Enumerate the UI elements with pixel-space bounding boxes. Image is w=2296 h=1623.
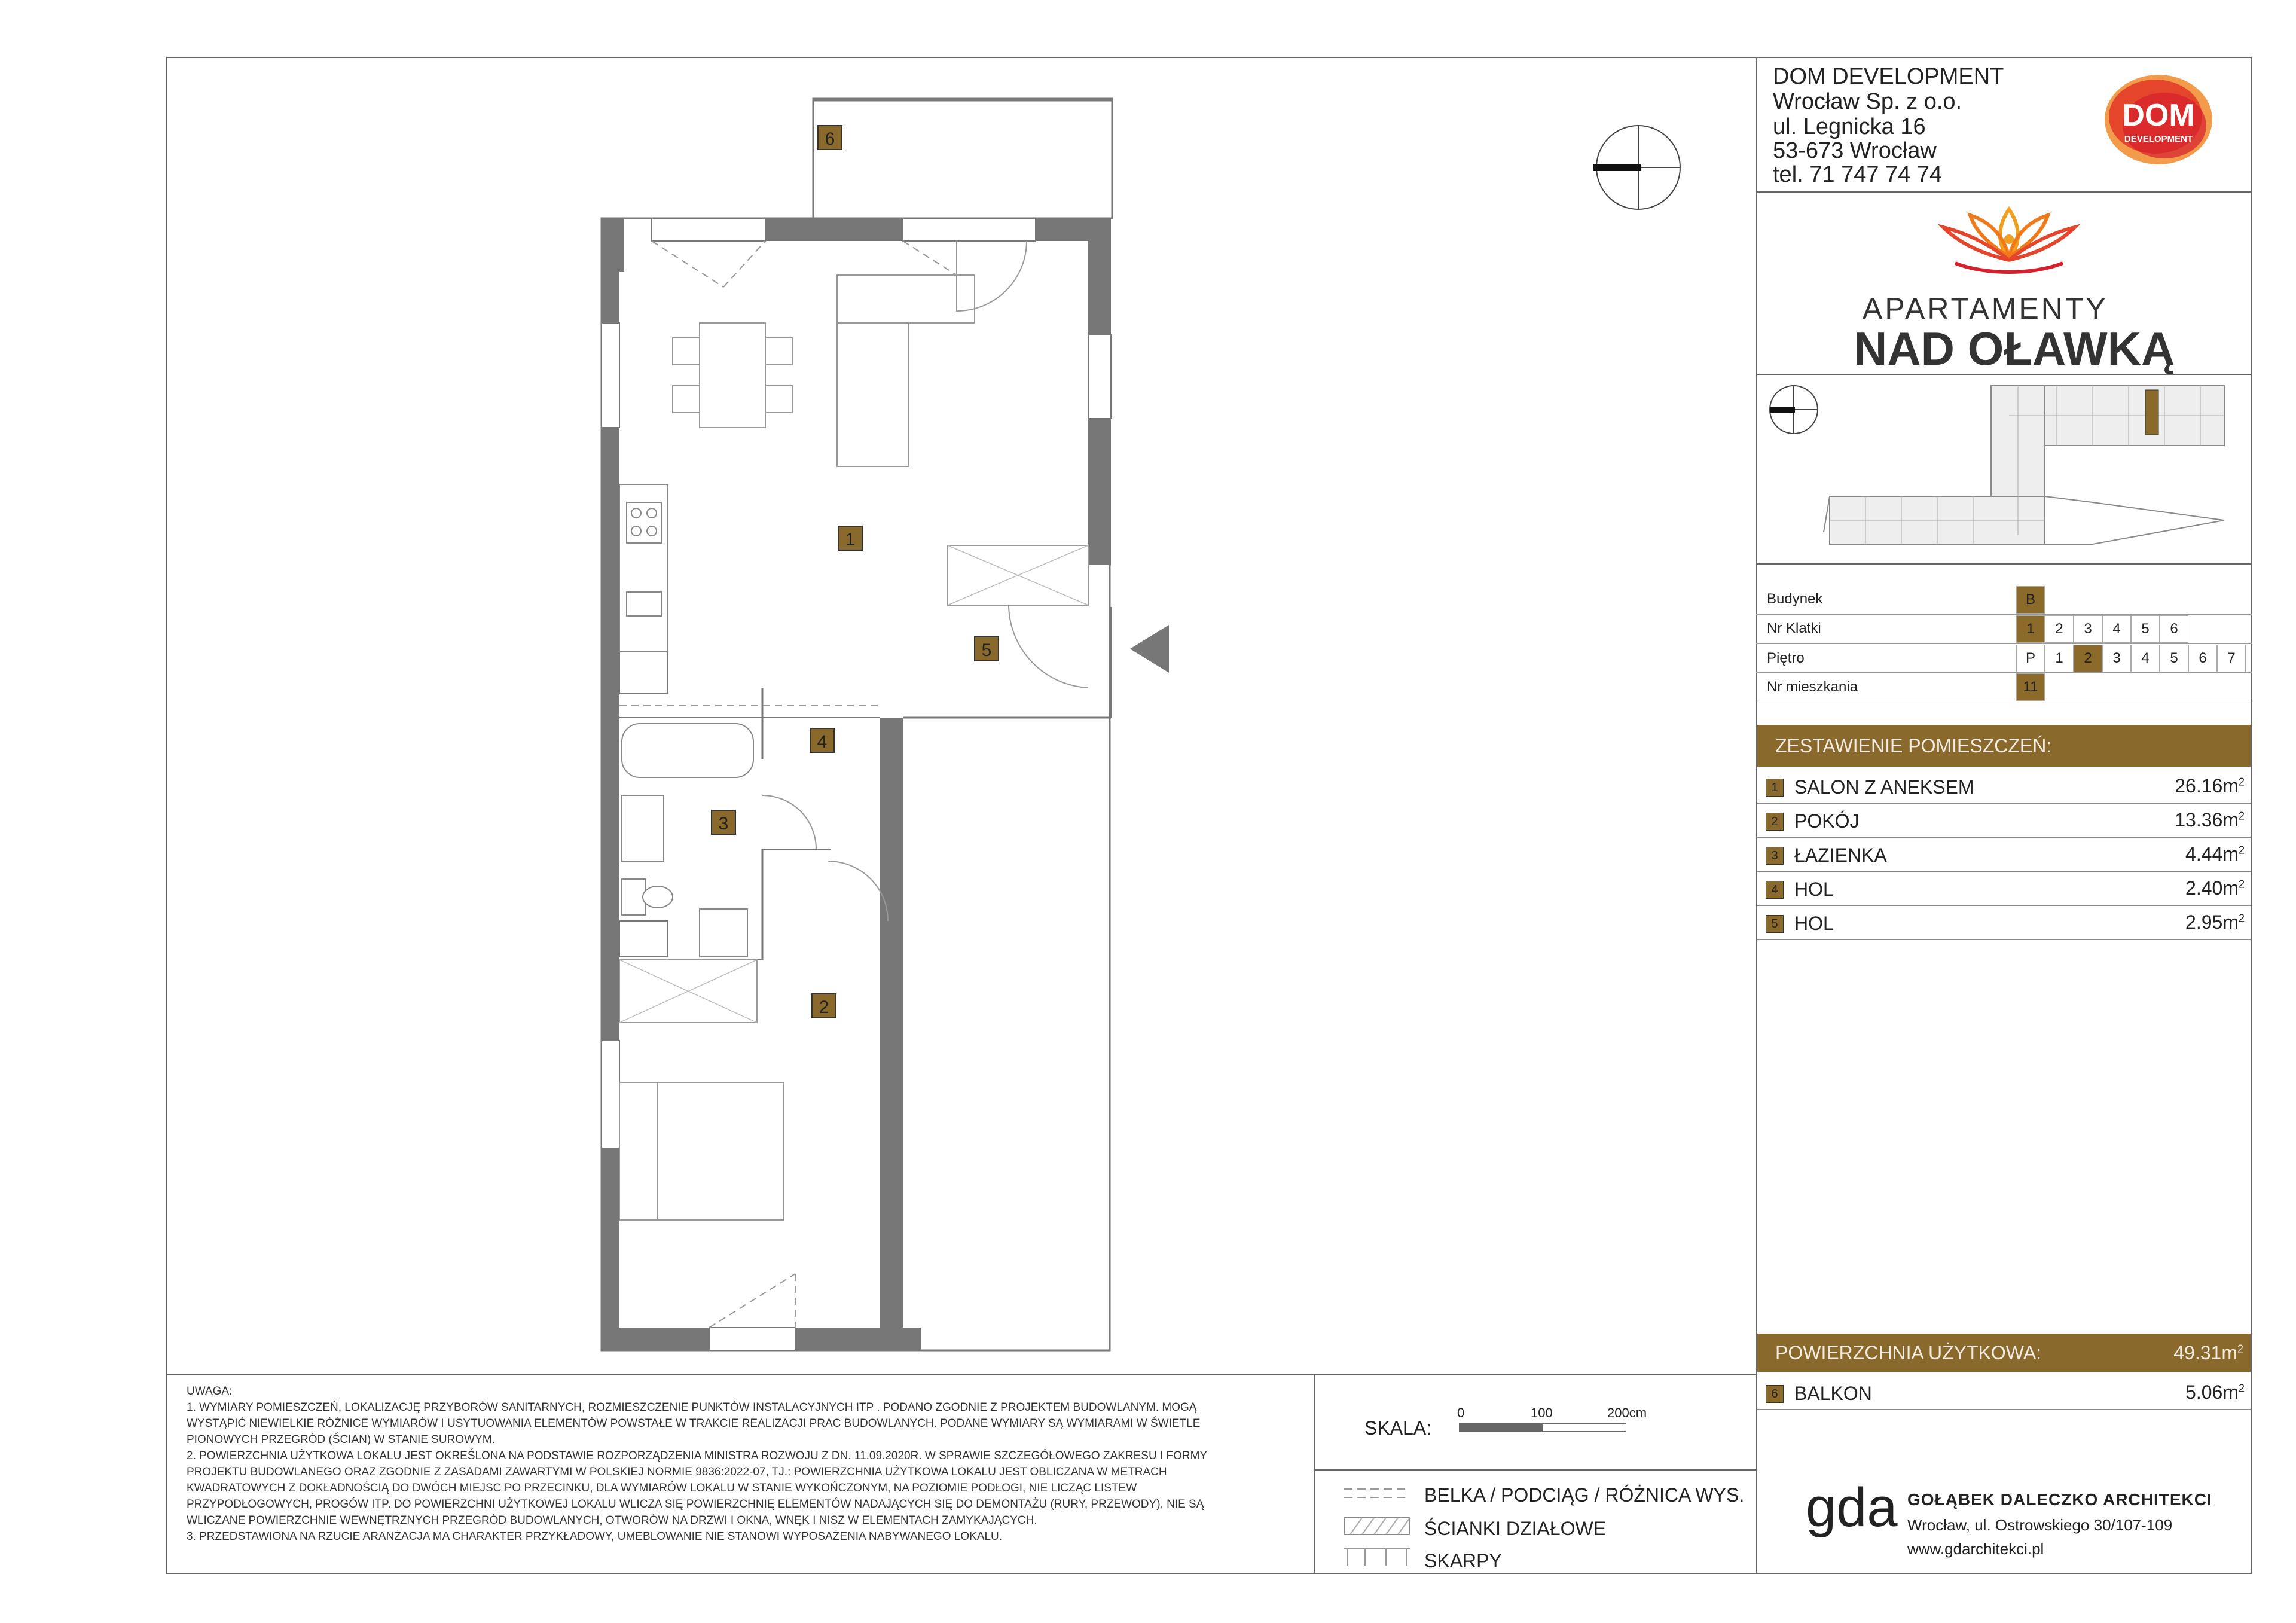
note-line: 1. WYMIARY POMIESZCZEŃ, LOKALIZACJĘ PRZYBORÓW SANITARNYCH, ROZMIESZCZENIE PUNKTÓW INSTALACYJNYCH ITP . PODANO ZGODNIE Z PROJEKTEM BUDOWLANYM. MOGĄ [187, 1401, 1197, 1414]
usable-area-value: $49.31m^2$ [2173, 1341, 2243, 1363]
table-rule [1756, 614, 2252, 615]
note-line: WYSTĄPIĆ NIEWIELKIE RÓŻNICE WYMIARÓW I USYTUOWANIA ELEMENTÓW POWSTAŁE W TRAKCIE REALIZACJI PRAC BUDOWLANYCH. PODANE WYMIARY SĄ WYMIARAMI W ŚWIETLE [187, 1417, 1201, 1430]
room-area: $5.06m^2$ [2185, 1381, 2245, 1403]
room-name: POKÓJ [1794, 810, 1860, 832]
company-line4: 53-673 Wrocław [1773, 138, 1937, 163]
scale-tick-200: 200cm [1607, 1405, 1647, 1420]
svg-text:gda: gda [1806, 1478, 1898, 1538]
scale-label: SKALA: [1364, 1417, 1432, 1439]
svg-text:5: 5 [981, 640, 992, 660]
legend-symbols [1344, 1482, 1410, 1572]
note-line: 2. POWIERZCHNIA UŻYTKOWA LOKALU JEST OKREŚLONA NA PODSTAWIE ROZPORZĄDZENIA MINISTRA ROZWOJU Z DN. 11.09.2020R. W SPRAWIE SZCZEGÓŁOWEGO ZAKRESU I FORMY [187, 1450, 1208, 1462]
company-phone: tel. 71 747 74 74 [1773, 162, 1943, 187]
architect-web: www.gdarchitekci.pl [1907, 1540, 2044, 1558]
north-arrow-icon [1593, 123, 1683, 212]
room-row [1757, 907, 2251, 940]
panel-line [1756, 191, 2252, 193]
cell-stairwell-4: 4 [2102, 615, 2131, 643]
cell-stairwell-1: 1 [2016, 615, 2045, 643]
cell-apartment-11: 11 [2016, 673, 2045, 701]
room-area: $2.40m^2$ [2185, 877, 2245, 899]
note-line: KWADRATOWYCH Z DOKŁADNOŚCIĄ DO DWÓCH MIEJSC PO PRZECINKU, DLA WYMIARÓW LOKALU W STANIE WYKOŃCZONYM, NA POZIOMIE PODŁOGI, NIE LICZĄC LISTEW [187, 1482, 1137, 1494]
cell-floor-7: 7 [2217, 645, 2246, 672]
key-plan-north-icon [1767, 383, 1821, 437]
note-line: PRZYPODŁOGOWYCH, PROGÓW ITP. DO POWIERZCHNI UŻYTKOWEJ LOKALU WLICZA SIĘ POWIERZCHNIĘ ELEMENTÓW NADAJĄCYCH SIĘ DO DEMONTAŻU (RURY, PRZEWODY), NIE SĄ [187, 1498, 1204, 1511]
company-line2: Wrocław Sp. z o.o. [1773, 89, 1962, 114]
svg-text:6: 6 [825, 129, 835, 149]
cell-floor-6: 6 [2188, 645, 2217, 672]
table-label-floor: Piętro [1767, 650, 1805, 666]
cell-stairwell-2: 2 [2045, 615, 2074, 643]
room-number-badge: 3 [1766, 847, 1784, 865]
cell-stairwell-5: 5 [2131, 615, 2160, 643]
notes-title: UWAGA: [187, 1385, 233, 1398]
room-name: HOL [1794, 878, 1834, 900]
room-name: SALON Z ANEKSEM [1794, 776, 1974, 798]
note-line: 3. PRZEDSTAWIONA NA RZUCIE ARANŻACJA MA CHARAKTER PRZYKŁADOWY, UMEBLOWANIE NIE STANOWI WYPOSAŻENIA NABYWANEGO LOKALU. [187, 1530, 1003, 1543]
dom-development-logo [2099, 69, 2218, 170]
company-line3: ul. Legnicka 16 [1773, 114, 1926, 139]
room-name: HOL [1794, 913, 1834, 934]
room-area: $13.36m^2$ [2175, 809, 2245, 831]
cell-floor-1: 1 [2045, 645, 2074, 672]
room-number-badge: 5 [1766, 915, 1784, 933]
scale-tick-100: 100 [1531, 1405, 1553, 1420]
room-number-badge: 1 [1766, 779, 1784, 797]
rooms-header: ZESTAWIENIE POMIESZCZEŃ: [1757, 725, 2251, 767]
room-name: ŁAZIENKA [1794, 844, 1887, 866]
table-label-stairwell: Nr Klatki [1767, 620, 1821, 636]
table-label-building: Budynek [1767, 591, 1823, 607]
architect-address: Wrocław, ul. Ostrowskiego 30/107-109 [1907, 1516, 2173, 1534]
svg-text:2: 2 [819, 997, 829, 1017]
note-line: WLICZANE POWIERZCHNIE WEWNĘTRZNYCH PRZEGRÓD BUDOWLANYCH, OTWORÓW NA DRZWI I OKNA, WNĘK I NISZ W ELEMENTACH ZAMYKAJĄCYCH. [187, 1514, 1037, 1527]
dom-logo-text: DOM [2122, 98, 2195, 133]
cell-floor-5: 5 [2160, 645, 2188, 672]
architect-name: GOŁĄBEK DALECZKO ARCHITEKCI [1907, 1490, 2212, 1509]
room-number-badge: 6 [1766, 1385, 1784, 1403]
balcony-row [1757, 1377, 2251, 1410]
legend-beam: BELKA / PODCIĄG / RÓŻNICA WYS. [1424, 1484, 1745, 1506]
note-line: PROJEKTU BUDOWLANEGO ORAZ ZGODNIE Z ZASADAMI ZAWARTYMI W POLSKIEJ NORMIE 9836:2022-07, TJ.: POWIERZCHNIA UŻYTKOWA LOKALU JEST OBLICZANA W METRACH [187, 1466, 1167, 1478]
project-name-line1: APARTAMENTY [1863, 292, 2108, 325]
table-rule [1756, 672, 2252, 673]
table-rule [1756, 643, 2252, 644]
cell-building-b: B [2016, 586, 2045, 614]
scale-tick-0: 0 [1457, 1405, 1465, 1420]
cell-floor-2: 2 [2074, 645, 2102, 672]
company-name: DOM DEVELOPMENT [1773, 64, 2004, 89]
notes-divider [166, 1374, 1757, 1375]
usable-area-label: POWIERZCHNIA UŻYTKOWA: [1775, 1341, 2042, 1363]
building-key-plan [1818, 377, 2248, 562]
room-row [1757, 804, 2251, 838]
svg-text:4: 4 [817, 732, 828, 752]
room-area: $2.95m^2$ [2185, 911, 2245, 933]
note-line: PIONOWYCH PRZEGRÓD (ŚCIAN) W STANIE SUROWYM. [187, 1433, 495, 1446]
panel-line [1756, 563, 2252, 565]
cell-stairwell-6: 6 [2160, 615, 2188, 643]
scale-legend-divider [1314, 1469, 1757, 1471]
floor-plan [592, 90, 1190, 1357]
usable-area-bar [1757, 1334, 2251, 1372]
room-row [1757, 838, 2251, 872]
room-name: BALKON [1794, 1383, 1872, 1404]
cell-floor-3: 3 [2102, 645, 2131, 672]
cell-floor-4: 4 [2131, 645, 2160, 672]
cell-stairwell-3: 3 [2074, 615, 2102, 643]
legend-partition: ŚCIANKI DZIAŁOWE [1424, 1518, 1607, 1539]
lotus-logo [1919, 197, 2099, 281]
cell-floor-p: P [2016, 645, 2045, 672]
table-label-apartment: Nr mieszkania [1767, 679, 1858, 695]
room-row [1757, 770, 2251, 804]
room-area: $4.44m^2$ [2185, 843, 2245, 865]
room-area: $26.16m^2$ [2175, 775, 2245, 797]
room-number-badge: 4 [1766, 881, 1784, 899]
dom-logo-subtext: DEVELOPMENT [2124, 134, 2193, 144]
svg-text:3: 3 [718, 814, 729, 834]
svg-text:1: 1 [845, 530, 856, 550]
scale-bar [1459, 1422, 1626, 1434]
notes-legend-divider [1314, 1374, 1315, 1574]
project-name-line2: NAD OŁAWKĄ [1854, 322, 2175, 375]
room-number-badge: 2 [1766, 813, 1784, 831]
legend-reveals: SKARPY [1424, 1550, 1502, 1572]
gda-logo [1803, 1478, 1898, 1556]
room-row [1757, 872, 2251, 906]
